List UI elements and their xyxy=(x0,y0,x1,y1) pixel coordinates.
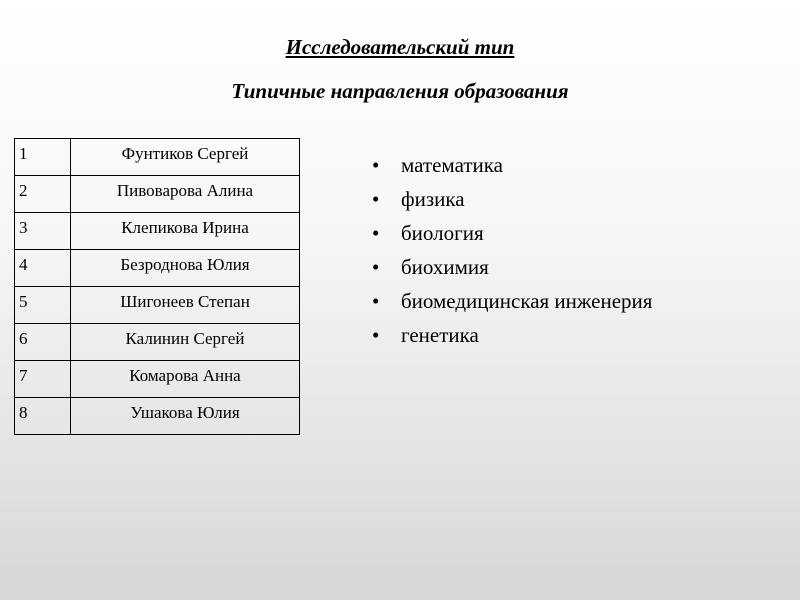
bullet-icon: • xyxy=(372,187,380,211)
student-name: Комарова Анна xyxy=(71,361,300,398)
table-row xyxy=(15,361,300,398)
table-row xyxy=(15,176,300,213)
student-name: Шигонеев Степан xyxy=(71,287,300,324)
student-number: 3 xyxy=(15,213,71,250)
table-row xyxy=(15,213,300,250)
field-label: биомедицинская инженерия xyxy=(401,289,653,313)
field-label: биология xyxy=(401,221,484,245)
list-item xyxy=(372,249,652,286)
student-number: 2 xyxy=(15,176,71,213)
bullet-icon: • xyxy=(372,221,380,245)
field-label: биохимия xyxy=(401,255,489,279)
student-name: Ушакова Юлия xyxy=(71,398,300,435)
bullet-icon: • xyxy=(372,323,380,347)
students-table xyxy=(14,138,300,435)
student-name: Калинин Сергей xyxy=(71,324,300,361)
field-label: генетика xyxy=(401,323,479,347)
list-item xyxy=(372,283,652,320)
field-label: физика xyxy=(401,187,465,211)
student-number: 7 xyxy=(15,361,71,398)
table-row xyxy=(15,287,300,324)
slide-subtitle: Типичные направления образования xyxy=(231,79,569,103)
student-name: Пивоварова Алина xyxy=(71,176,300,213)
list-item xyxy=(372,317,652,354)
student-name: Безроднова Юлия xyxy=(71,250,300,287)
student-number: 5 xyxy=(15,287,71,324)
student-name: Фунтиков Сергей xyxy=(71,139,300,176)
list-item xyxy=(372,181,652,218)
student-number: 4 xyxy=(15,250,71,287)
list-item xyxy=(372,215,652,252)
slide-title: Исследовательский тип xyxy=(285,35,515,59)
table-row xyxy=(15,324,300,361)
education-fields-list xyxy=(372,150,652,354)
field-label: математика xyxy=(401,153,503,177)
student-number: 8 xyxy=(15,398,71,435)
bullet-icon: • xyxy=(372,289,380,313)
student-name: Клепикова Ирина xyxy=(71,213,300,250)
list-item xyxy=(372,147,652,184)
bullet-icon: • xyxy=(372,153,380,177)
table-row xyxy=(15,250,300,287)
table-row xyxy=(15,398,300,435)
student-number: 6 xyxy=(15,324,71,361)
bullet-icon: • xyxy=(372,255,380,279)
student-number: 1 xyxy=(15,139,71,176)
table-row xyxy=(15,139,300,176)
